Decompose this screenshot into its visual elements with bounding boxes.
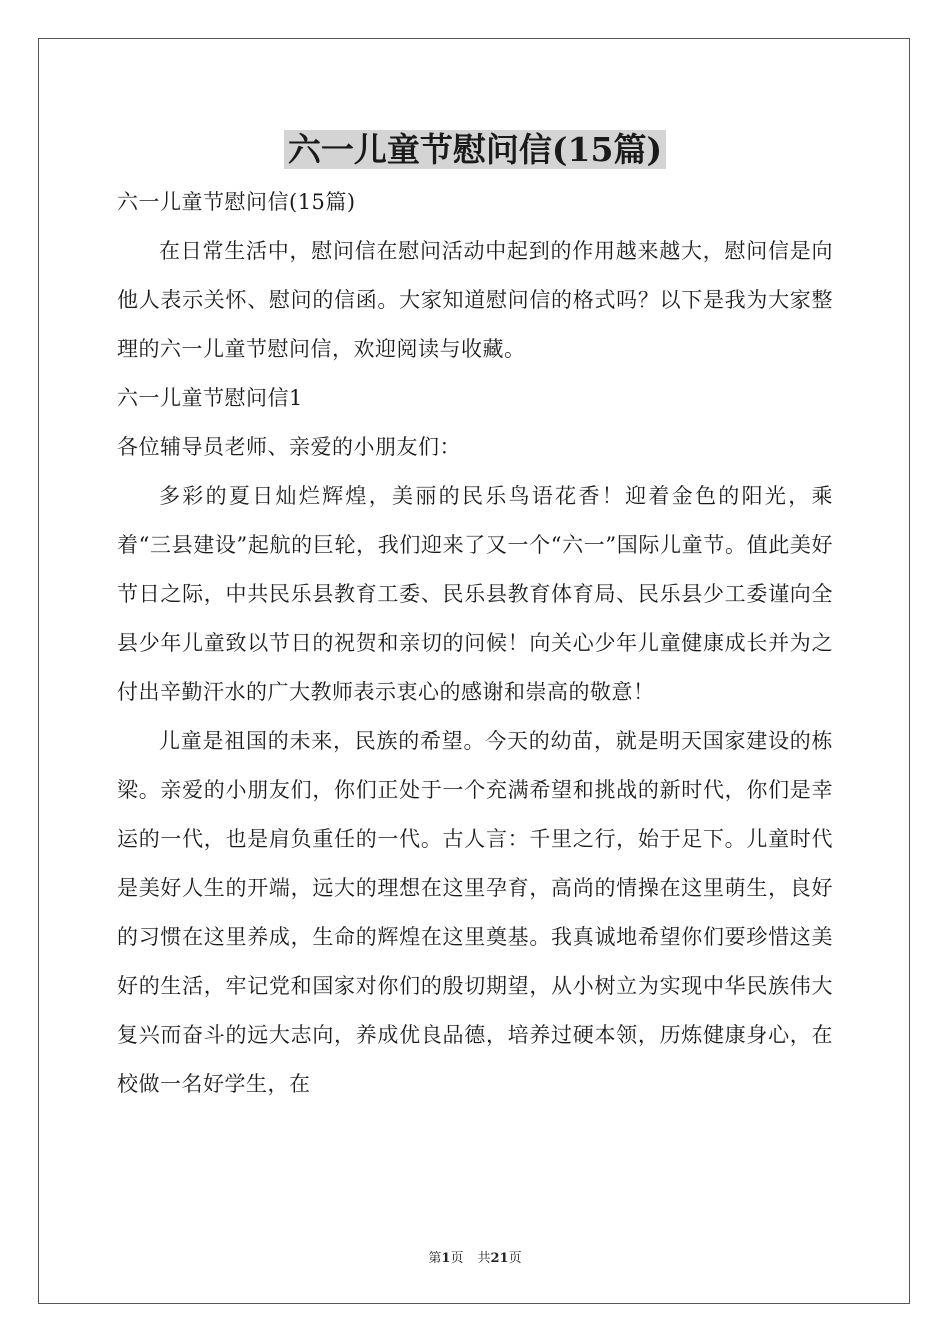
- paragraph-subtitle: 六一儿童节慰问信(15篇): [117, 190, 356, 214]
- document-title-text: 六一儿童节慰问信(15篇): [284, 130, 666, 169]
- total-label-pre: 共: [477, 1251, 491, 1266]
- document-body: [117, 178, 833, 1109]
- salutation: 各位辅导员老师、亲爱的小朋友们：: [117, 435, 461, 459]
- document-title: [0, 128, 950, 172]
- page-footer: [0, 1247, 950, 1266]
- page-label-pre: 第: [428, 1251, 442, 1266]
- page-total: 21: [490, 1251, 509, 1266]
- page-label-post: 页: [450, 1251, 464, 1266]
- total-label-post: 页: [508, 1251, 522, 1266]
- paragraph-greeting: 多彩的夏日灿烂辉煌，美丽的民乐鸟语花香！迎着金色的阳光，乘着“三县建设”起航的巨轮，我们迎来了又一个“六一”国际儿童节。值此美好节日之际，中共民乐县教育工委、民乐县教育体育局、民乐县少工委谨向全县少年儿童致以节日的祝贺和亲切的问候！向关心少年儿童健康成长并为之付出辛勤汗水的广大教师表示衷心的感谢和崇高的敬意！: [117, 484, 833, 704]
- section-heading-1: 六一儿童节慰问信1: [117, 386, 303, 410]
- paragraph-hope: 儿童是祖国的未来，民族的希望。今天的幼苗，就是明天国家建设的栋梁。亲爱的小朋友们，你们正处于一个充满希望和挑战的新时代，你们是幸运的一代，也是肩负重任的一代。古人言：千里之行，始于足下。儿童时代是美好人生的开端，远大的理想在这里孕育，高尚的情操在这里萌生，良好的习惯在这里养成，生命的辉煌在这里奠基。我真诚地希望你们要珍惜这美好的生活，牢记党和国家对你们的殷切期望，从小树立为实现中华民族伟大复兴而奋斗的远大志向，养成优良品德，培养过硬本领，历炼健康身心，在校做一名好学生，在: [117, 729, 833, 1096]
- paragraph-intro: 在日常生活中，慰问信在慰问活动中起到的作用越来越大，慰问信是向他人表示关怀、慰问的信函。大家知道慰问信的格式吗？以下是我为大家整理的六一儿童节慰问信，欢迎阅读与收藏。: [117, 239, 833, 361]
- page-current: 1: [441, 1251, 451, 1266]
